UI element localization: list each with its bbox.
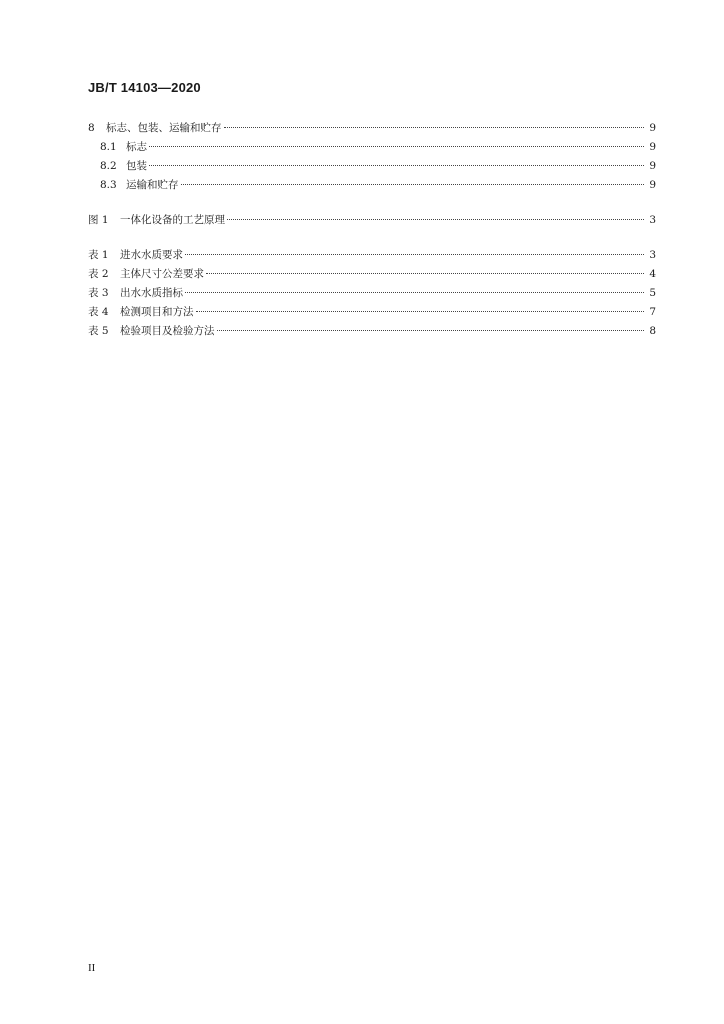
- toc-entry-page: 3: [649, 214, 656, 226]
- document-code: JB/T 14103—2020: [88, 80, 201, 95]
- toc-entry-title: 一体化设备的工艺原理: [120, 214, 225, 226]
- toc-entry-page: 9: [649, 122, 656, 134]
- dot-leader: [181, 184, 645, 185]
- dot-leader: [227, 219, 644, 220]
- toc-entry-page: 3: [649, 249, 656, 261]
- toc-entry-number: 表 2: [88, 268, 109, 280]
- dot-leader: [185, 254, 644, 255]
- toc-entry-title: 出水水质指标: [120, 287, 183, 299]
- toc-entry-page: 8: [649, 325, 656, 337]
- toc-entry-title: 检测项目和方法: [120, 306, 194, 318]
- spacer: [88, 195, 656, 211]
- toc-entry-number: 表 5: [88, 325, 109, 337]
- toc-entry-number: 表 4: [88, 306, 109, 318]
- toc-entry-number: 表 1: [88, 249, 109, 261]
- toc-entry-number: 图 1: [88, 214, 109, 226]
- toc-entry-page: 4: [649, 268, 656, 280]
- toc-entry-number: 8.2: [100, 160, 117, 172]
- toc-entry-page: 9: [649, 179, 656, 191]
- toc-entry-title: 进水水质要求: [120, 249, 183, 261]
- spacer: [88, 230, 656, 246]
- toc-entry-table-2[interactable]: [88, 265, 656, 284]
- dot-leader: [149, 165, 644, 166]
- toc-entry-title: 运输和贮存: [126, 179, 179, 191]
- page-number: II: [88, 962, 96, 974]
- toc-entry-figure-1[interactable]: [88, 211, 656, 230]
- toc-entry-page: 5: [649, 287, 656, 299]
- table-of-contents: [88, 119, 656, 341]
- dot-leader: [206, 273, 644, 274]
- toc-entry-page: 9: [649, 141, 656, 153]
- toc-entry-table-3[interactable]: [88, 284, 656, 303]
- dot-leader: [149, 146, 644, 147]
- toc-entry-title: 检验项目及检验方法: [120, 325, 215, 337]
- toc-entry-number: 8.1: [100, 141, 117, 153]
- toc-entry-section-8-3[interactable]: [88, 176, 656, 195]
- toc-entry-table-5[interactable]: [88, 322, 656, 341]
- toc-entry-title: 主体尺寸公差要求: [120, 268, 204, 280]
- toc-entry-table-4[interactable]: [88, 303, 656, 322]
- toc-entry-table-1[interactable]: [88, 246, 656, 265]
- toc-entry-title: 标志、包装、运输和贮存: [106, 122, 222, 134]
- toc-entry-number: 8: [88, 122, 95, 134]
- dot-leader: [185, 292, 644, 293]
- toc-entry-section-8[interactable]: [88, 119, 656, 138]
- toc-entry-title: 标志: [126, 141, 147, 153]
- dot-leader: [196, 311, 645, 312]
- toc-entry-section-8-2[interactable]: [88, 157, 656, 176]
- toc-entry-section-8-1[interactable]: [88, 138, 656, 157]
- toc-entry-page: 9: [649, 160, 656, 172]
- toc-entry-number: 8.3: [100, 179, 117, 191]
- toc-entry-title: 包装: [126, 160, 147, 172]
- toc-entry-page: 7: [649, 306, 656, 318]
- toc-entry-number: 表 3: [88, 287, 109, 299]
- dot-leader: [224, 127, 645, 128]
- dot-leader: [217, 330, 645, 331]
